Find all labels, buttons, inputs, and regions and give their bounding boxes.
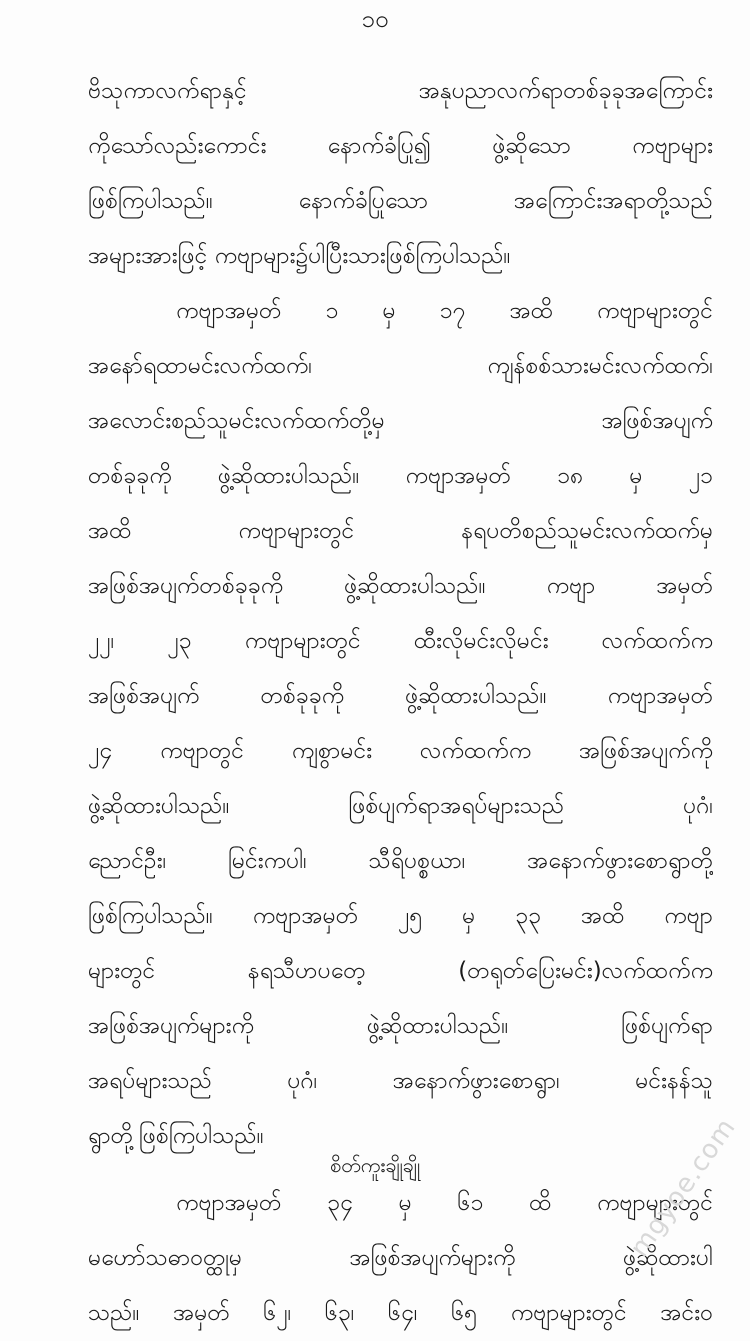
body-text	[88, 64, 713, 1341]
text-line: ဗိသုကာလက်ရာနှင့် အနုပညာလက်ရာတစ်ခုခုအကြောင်း	[88, 78, 713, 104]
text-line: ကဗျာအမှတ် ၃၄ မှ ၆၁ ထိ ကဗျာများတွင်	[176, 1190, 713, 1216]
text-line: ညောင်ဦး၊ မြင်းကပါ၊ သီရိပစ္စယာ၊ အနောက်ဖွားစောရွာတို့	[88, 848, 713, 874]
text-line: မဟော်သဓာဝတ္ထုမှ အဖြစ်အပျက်များကို ဖွဲ့ဆိုထားပါ	[88, 1245, 713, 1271]
text-line: အဖြစ်အပျက်တစ်ခုခုကို ဖွဲ့ဆိုထားပါသည်။ ကဗျာ အမှတ်	[88, 573, 713, 599]
text-line: အဖြစ်အပျက်များကို ဖွဲ့ဆိုထားပါသည်။ ဖြစ်ပျက်ရာ	[88, 1013, 713, 1039]
text-line: ဖွဲ့ဆိုထားပါသည်။ ဖြစ်ပျက်ရာအရပ်များသည် ပုဂံ၊	[88, 793, 713, 819]
text-line: အလောင်းစည်သူမင်းလက်ထက်တို့မှ အဖြစ်အပျက်	[88, 408, 713, 434]
text-line: ၂၂၊ ၂၃ ကဗျာများတွင် ထီးလိုမင်းလိုမင်း လက်ထက်က	[88, 628, 713, 654]
text-line: ရွာတို့ဖြစ်ကြပါသည်။	[88, 1123, 264, 1149]
text-line: အထိ ကဗျာများတွင် နရပတိစည်သူမင်းလက်ထက်မှ	[88, 518, 713, 544]
text-line: ၂၄ ကဗျာတွင် ကျစွာမင်း လက်ထက်က အဖြစ်အပျက်ကို	[88, 738, 713, 764]
text-line: သည်။ အမှတ် ၆၂၊ ၆၃၊ ၆၄၊ ၆၅ ကဗျာများတွင် အင်းဝ	[88, 1300, 713, 1326]
text-line: များတွင် နရသီဟပတေ့ (တရုတ်ပြေးမင်း)လက်ထက်က	[88, 958, 713, 984]
text-line: တစ်ခုခုကို ဖွဲ့ဆိုထားပါသည်။ ကဗျာအမှတ် ၁၈ မှ ၂၁	[88, 463, 713, 489]
running-footer: စိတ်ကူးချိုချို	[330, 1153, 420, 1177]
page-number: ၁၀	[361, 5, 389, 33]
text-line: အဖြစ်အပျက် တစ်ခုခုကို ဖွဲ့ဆိုထားပါသည်။ ကဗျာအမှတ်	[88, 683, 713, 709]
text-line: ကဗျာအမှတ် ၁ မှ ၁၇ အထိ ကဗျာများတွင်	[176, 298, 713, 324]
text-line: အနော်ရထာမင်းလက်ထက်၊ ကျန်စစ်သားမင်းလက်ထက်၊	[88, 353, 713, 379]
watermark: mgyoe.com	[624, 1112, 742, 1263]
text-line: ကိုသော်လည်းကောင်း နောက်ခံပြု၍ ဖွဲ့ဆိုသော ကဗျာများ	[88, 133, 713, 159]
text-line: ဖြစ်ကြပါသည်။ ကဗျာအမှတ် ၂၅ မှ ၃၃ အထိ ကဗျာ	[88, 903, 713, 929]
text-line: ဖြစ်ကြပါသည်။ နောက်ခံပြုသော အကြောင်းအရာတို့သည်	[88, 188, 713, 214]
text-line: အများအားဖြင့် ကဗျာများ၌ပါပြီးသားဖြစ်ကြပါသည်။	[88, 243, 511, 269]
text-line: အရပ်များသည် ပုဂံ၊ အနောက်ဖွားစောရွာ၊ မင်းနန်သူ	[88, 1068, 713, 1094]
